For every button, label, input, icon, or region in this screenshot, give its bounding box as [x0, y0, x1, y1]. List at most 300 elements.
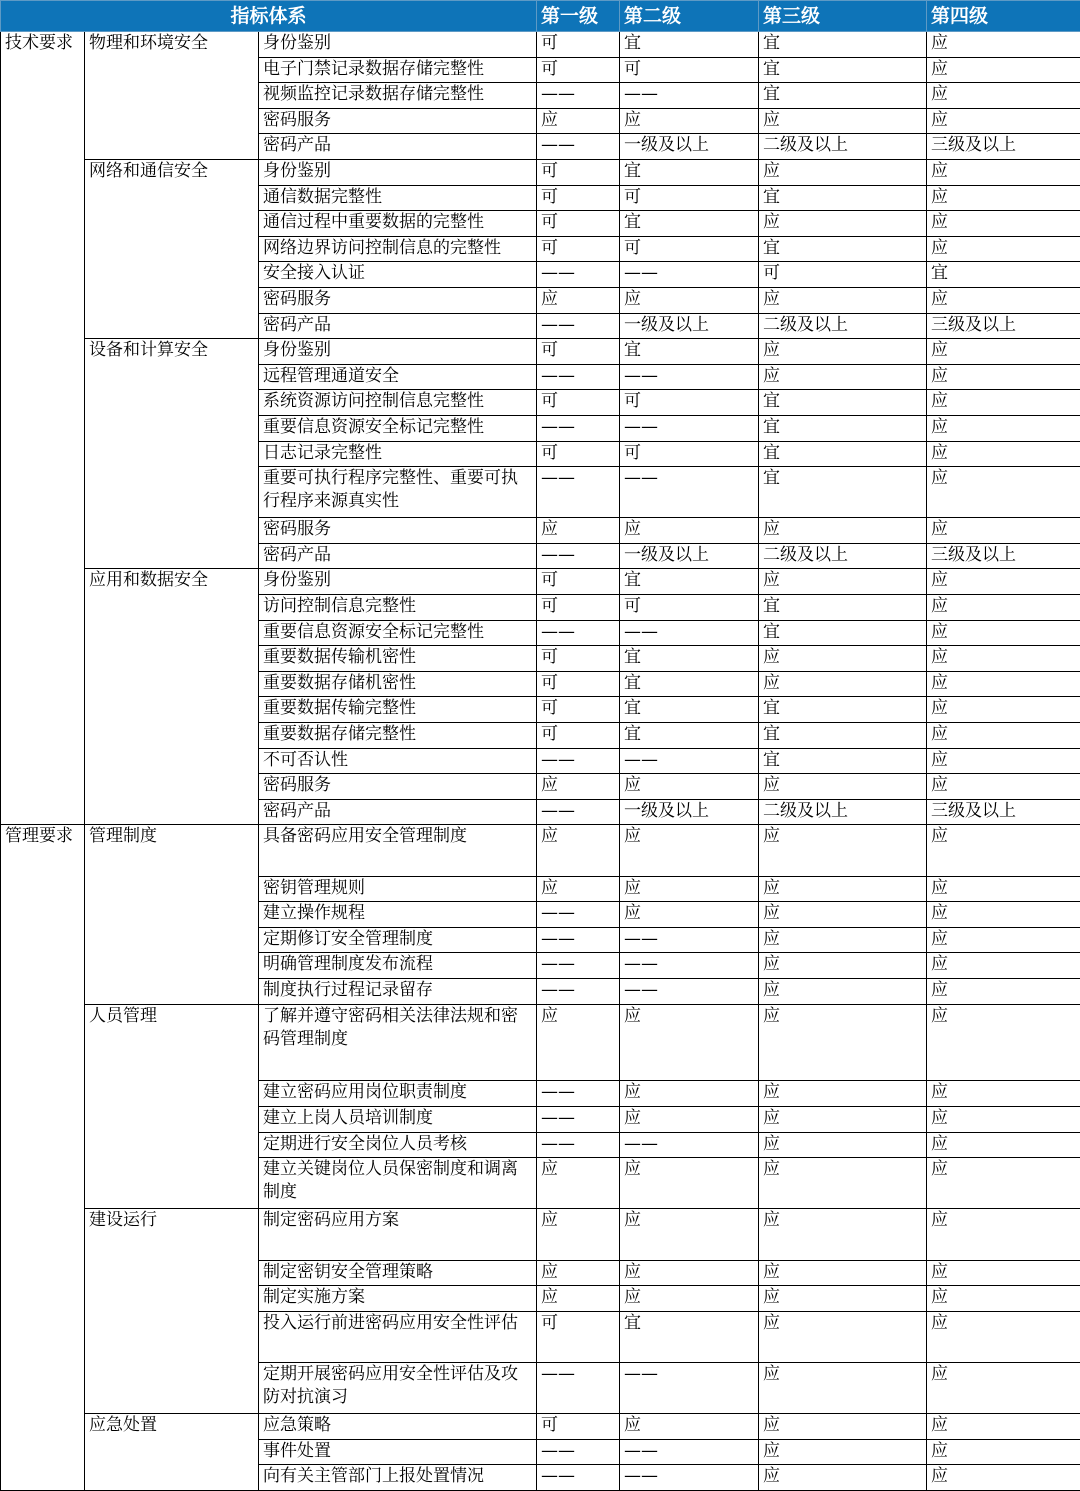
level-4-cell: 应	[927, 1414, 1080, 1440]
item-cell: 密码产品	[259, 799, 537, 825]
level-1-cell: ——	[537, 415, 620, 441]
table-row	[1, 569, 1080, 595]
group-cell	[85, 799, 259, 825]
level-3-cell: 应	[759, 364, 927, 390]
level-3-cell: 应	[759, 287, 927, 313]
table-row	[1, 159, 1080, 185]
level-3-cell: 应	[759, 774, 927, 800]
group-cell	[85, 287, 259, 313]
section-cell	[1, 108, 85, 134]
level-2-cell: 可	[620, 390, 759, 416]
level-4-cell: 应	[927, 518, 1080, 544]
group-cell	[85, 364, 259, 390]
table-row	[1, 441, 1080, 467]
item-cell: 重要数据存储完整性	[259, 723, 537, 749]
group-cell: 设备和计算安全	[85, 339, 259, 365]
section-cell	[1, 671, 85, 697]
header-system: 指标体系	[1, 1, 537, 32]
table-row	[1, 978, 1080, 1004]
level-2-cell: 宜	[620, 646, 759, 672]
section-cell	[1, 876, 85, 902]
item-cell: 定期修订安全管理制度	[259, 927, 537, 953]
section-cell	[1, 339, 85, 365]
level-3-cell: 应	[759, 1158, 927, 1209]
table-row	[1, 697, 1080, 723]
item-cell: 重要数据传输机密性	[259, 646, 537, 672]
level-1-cell: ——	[537, 953, 620, 979]
level-4-cell: 应	[927, 211, 1080, 237]
group-cell	[85, 953, 259, 979]
level-2-cell: 应	[620, 287, 759, 313]
item-cell: 定期开展密码应用安全性评估及攻防对抗演习	[259, 1362, 537, 1413]
group-cell: 物理和环境安全	[85, 32, 259, 58]
table-row	[1, 467, 1080, 518]
level-3-cell: 应	[759, 646, 927, 672]
level-2-cell: ——	[620, 748, 759, 774]
section-cell	[1, 287, 85, 313]
table-row	[1, 83, 1080, 109]
item-cell: 日志记录完整性	[259, 441, 537, 467]
level-2-cell: ——	[620, 620, 759, 646]
level-2-cell: 一级及以上	[620, 134, 759, 160]
section-cell	[1, 518, 85, 544]
level-2-cell: 应	[620, 108, 759, 134]
table-row	[1, 262, 1080, 288]
table-row	[1, 1362, 1080, 1413]
level-3-cell: 应	[759, 902, 927, 928]
table-row	[1, 390, 1080, 416]
level-1-cell: ——	[537, 83, 620, 109]
table-row	[1, 927, 1080, 953]
level-1-cell: 应	[537, 108, 620, 134]
section-cell	[1, 902, 85, 928]
level-4-cell: 应	[927, 978, 1080, 1004]
level-3-cell: 宜	[759, 185, 927, 211]
table-row	[1, 1465, 1080, 1491]
level-3-cell: 二级及以上	[759, 799, 927, 825]
table-row	[1, 543, 1080, 569]
group-cell	[85, 1106, 259, 1132]
table-row	[1, 236, 1080, 262]
section-cell	[1, 978, 85, 1004]
level-4-cell: 应	[927, 159, 1080, 185]
group-cell	[85, 185, 259, 211]
group-cell	[85, 927, 259, 953]
level-4-cell: 应	[927, 902, 1080, 928]
group-cell	[85, 518, 259, 544]
level-3-cell: 应	[759, 1260, 927, 1286]
level-3-cell: 可	[759, 262, 927, 288]
group-cell: 应急处置	[85, 1414, 259, 1440]
level-3-cell: 宜	[759, 595, 927, 621]
level-4-cell: 三级及以上	[927, 543, 1080, 569]
group-cell	[85, 748, 259, 774]
group-cell	[85, 313, 259, 339]
section-cell	[1, 1260, 85, 1286]
item-cell: 密码服务	[259, 518, 537, 544]
table-row	[1, 339, 1080, 365]
section-cell	[1, 262, 85, 288]
level-1-cell: 应	[537, 518, 620, 544]
group-cell	[85, 236, 259, 262]
item-cell: 密码产品	[259, 134, 537, 160]
table-row	[1, 799, 1080, 825]
section-cell	[1, 390, 85, 416]
section-cell	[1, 1081, 85, 1107]
level-4-cell: 应	[927, 620, 1080, 646]
level-4-cell: 应	[927, 1286, 1080, 1312]
section-cell	[1, 646, 85, 672]
section-cell	[1, 1311, 85, 1362]
level-2-cell: 应	[620, 1106, 759, 1132]
level-1-cell: 应	[537, 774, 620, 800]
item-cell: 身份鉴别	[259, 339, 537, 365]
level-2-cell: 宜	[620, 1311, 759, 1362]
section-cell	[1, 1106, 85, 1132]
item-cell: 不可否认性	[259, 748, 537, 774]
level-4-cell: 应	[927, 697, 1080, 723]
item-cell: 制定实施方案	[259, 1286, 537, 1312]
level-3-cell: 二级及以上	[759, 313, 927, 339]
level-4-cell: 应	[927, 671, 1080, 697]
level-2-cell: ——	[620, 927, 759, 953]
level-1-cell: 可	[537, 671, 620, 697]
group-cell	[85, 1081, 259, 1107]
level-1-cell: 应	[537, 1260, 620, 1286]
level-1-cell: ——	[537, 1362, 620, 1413]
group-cell	[85, 108, 259, 134]
section-cell	[1, 159, 85, 185]
group-cell	[85, 1260, 259, 1286]
level-2-cell: 宜	[620, 569, 759, 595]
level-3-cell: 宜	[759, 57, 927, 83]
group-cell	[85, 620, 259, 646]
section-cell	[1, 57, 85, 83]
item-cell: 建立密码应用岗位职责制度	[259, 1081, 537, 1107]
item-cell: 电子门禁记录数据存储完整性	[259, 57, 537, 83]
item-cell: 密码服务	[259, 774, 537, 800]
section-cell	[1, 236, 85, 262]
level-1-cell: ——	[537, 902, 620, 928]
level-1-cell: 应	[537, 287, 620, 313]
section-cell: 技术要求	[1, 32, 85, 58]
level-1-cell: 可	[537, 57, 620, 83]
item-cell: 安全接入认证	[259, 262, 537, 288]
section-cell	[1, 595, 85, 621]
level-1-cell: ——	[537, 1132, 620, 1158]
table-row	[1, 57, 1080, 83]
table-row	[1, 1209, 1080, 1260]
level-2-cell: 应	[620, 518, 759, 544]
table-row	[1, 1158, 1080, 1209]
table-row	[1, 1260, 1080, 1286]
level-2-cell: 可	[620, 57, 759, 83]
level-2-cell: 可	[620, 185, 759, 211]
header-row	[1, 1, 1080, 32]
group-cell	[85, 978, 259, 1004]
level-2-cell: 应	[620, 902, 759, 928]
section-cell: 管理要求	[1, 825, 85, 876]
item-cell: 身份鉴别	[259, 32, 537, 58]
level-4-cell: 三级及以上	[927, 799, 1080, 825]
level-4-cell: 应	[927, 953, 1080, 979]
section-cell	[1, 927, 85, 953]
level-1-cell: ——	[537, 927, 620, 953]
group-cell: 应用和数据安全	[85, 569, 259, 595]
section-cell	[1, 415, 85, 441]
level-4-cell: 应	[927, 595, 1080, 621]
section-cell	[1, 1439, 85, 1465]
table-row	[1, 185, 1080, 211]
level-3-cell: 应	[759, 1081, 927, 1107]
level-3-cell: 二级及以上	[759, 134, 927, 160]
level-1-cell: 可	[537, 32, 620, 58]
level-4-cell: 应	[927, 1081, 1080, 1107]
level-4-cell: 应	[927, 467, 1080, 518]
level-3-cell: 应	[759, 1465, 927, 1491]
section-cell	[1, 211, 85, 237]
level-2-cell: 应	[620, 1414, 759, 1440]
level-2-cell: 应	[620, 1081, 759, 1107]
level-1-cell: ——	[537, 1465, 620, 1491]
level-4-cell: 应	[927, 569, 1080, 595]
level-3-cell: 宜	[759, 748, 927, 774]
group-cell	[85, 723, 259, 749]
item-cell: 重要信息资源安全标记完整性	[259, 620, 537, 646]
level-1-cell: 可	[537, 390, 620, 416]
item-cell: 重要可执行程序完整性、重要可执行程序来源真实性	[259, 467, 537, 518]
header-level-3: 第三级	[759, 1, 927, 32]
item-cell: 系统资源访问控制信息完整性	[259, 390, 537, 416]
group-cell	[85, 467, 259, 518]
level-2-cell: 应	[620, 1158, 759, 1209]
section-cell	[1, 364, 85, 390]
table-row	[1, 620, 1080, 646]
level-3-cell: 宜	[759, 441, 927, 467]
item-cell: 密钥管理规则	[259, 876, 537, 902]
level-3-cell: 应	[759, 339, 927, 365]
group-cell	[85, 876, 259, 902]
table-row	[1, 748, 1080, 774]
level-4-cell: 应	[927, 57, 1080, 83]
level-1-cell: ——	[537, 364, 620, 390]
item-cell: 身份鉴别	[259, 569, 537, 595]
level-2-cell: 应	[620, 1286, 759, 1312]
level-1-cell: ——	[537, 1106, 620, 1132]
table-row	[1, 415, 1080, 441]
group-cell: 管理制度	[85, 825, 259, 876]
section-cell	[1, 441, 85, 467]
level-1-cell: 可	[537, 1311, 620, 1362]
item-cell: 通信数据完整性	[259, 185, 537, 211]
level-3-cell: 应	[759, 1106, 927, 1132]
section-cell	[1, 1286, 85, 1312]
level-1-cell: 应	[537, 825, 620, 876]
level-4-cell: 应	[927, 876, 1080, 902]
section-cell	[1, 1465, 85, 1491]
level-1-cell: ——	[537, 262, 620, 288]
item-cell: 重要数据存储机密性	[259, 671, 537, 697]
level-1-cell: ——	[537, 1081, 620, 1107]
level-2-cell: 宜	[620, 211, 759, 237]
level-1-cell: ——	[537, 1439, 620, 1465]
level-2-cell: ——	[620, 1362, 759, 1413]
section-cell	[1, 1004, 85, 1081]
table-row	[1, 313, 1080, 339]
table-row	[1, 364, 1080, 390]
item-cell: 密码服务	[259, 108, 537, 134]
level-1-cell: 可	[537, 723, 620, 749]
level-2-cell: ——	[620, 262, 759, 288]
level-4-cell: 应	[927, 1106, 1080, 1132]
level-2-cell: 一级及以上	[620, 313, 759, 339]
section-cell	[1, 185, 85, 211]
level-3-cell: 应	[759, 927, 927, 953]
level-2-cell: ——	[620, 364, 759, 390]
item-cell: 制定密码应用方案	[259, 1209, 537, 1260]
group-cell	[85, 774, 259, 800]
level-2-cell: ——	[620, 1439, 759, 1465]
level-2-cell: 宜	[620, 697, 759, 723]
level-4-cell: 应	[927, 774, 1080, 800]
level-1-cell: 可	[537, 185, 620, 211]
group-cell	[85, 134, 259, 160]
group-cell	[85, 1311, 259, 1362]
level-2-cell: ——	[620, 1465, 759, 1491]
level-1-cell: 应	[537, 876, 620, 902]
group-cell	[85, 697, 259, 723]
level-1-cell: 可	[537, 569, 620, 595]
level-2-cell: 应	[620, 1260, 759, 1286]
level-4-cell: 应	[927, 339, 1080, 365]
level-2-cell: 宜	[620, 723, 759, 749]
level-2-cell: 应	[620, 825, 759, 876]
item-cell: 密码产品	[259, 543, 537, 569]
level-3-cell: 应	[759, 1414, 927, 1440]
level-4-cell: 应	[927, 1465, 1080, 1491]
item-cell: 通信过程中重要数据的完整性	[259, 211, 537, 237]
item-cell: 密码产品	[259, 313, 537, 339]
level-4-cell: 应	[927, 441, 1080, 467]
table-row	[1, 108, 1080, 134]
table-row	[1, 134, 1080, 160]
level-4-cell: 宜	[927, 262, 1080, 288]
level-3-cell: 应	[759, 569, 927, 595]
level-1-cell: ——	[537, 799, 620, 825]
group-cell	[85, 543, 259, 569]
level-2-cell: 应	[620, 1209, 759, 1260]
item-cell: 制度执行过程记录留存	[259, 978, 537, 1004]
level-4-cell: 应	[927, 1362, 1080, 1413]
level-4-cell: 应	[927, 185, 1080, 211]
level-1-cell: ——	[537, 978, 620, 1004]
level-3-cell: 宜	[759, 83, 927, 109]
level-4-cell: 应	[927, 1311, 1080, 1362]
section-cell	[1, 83, 85, 109]
group-cell: 人员管理	[85, 1004, 259, 1081]
level-1-cell: 可	[537, 1414, 620, 1440]
level-3-cell: 应	[759, 1132, 927, 1158]
item-cell: 建立操作规程	[259, 902, 537, 928]
level-3-cell: 应	[759, 1311, 927, 1362]
item-cell: 事件处置	[259, 1439, 537, 1465]
item-cell: 明确管理制度发布流程	[259, 953, 537, 979]
level-3-cell: 宜	[759, 236, 927, 262]
item-cell: 密码服务	[259, 287, 537, 313]
group-cell	[85, 1465, 259, 1491]
level-4-cell: 应	[927, 83, 1080, 109]
group-cell	[85, 262, 259, 288]
table-row	[1, 1132, 1080, 1158]
item-cell: 身份鉴别	[259, 159, 537, 185]
level-4-cell: 应	[927, 108, 1080, 134]
group-cell	[85, 441, 259, 467]
table-row	[1, 646, 1080, 672]
level-3-cell: 应	[759, 671, 927, 697]
header-level-4: 第四级	[927, 1, 1080, 32]
level-4-cell: 三级及以上	[927, 313, 1080, 339]
level-4-cell: 三级及以上	[927, 134, 1080, 160]
section-cell	[1, 799, 85, 825]
section-cell	[1, 134, 85, 160]
level-1-cell: ——	[537, 313, 620, 339]
section-cell	[1, 1132, 85, 1158]
table-row	[1, 774, 1080, 800]
table-row	[1, 1414, 1080, 1440]
group-cell	[85, 595, 259, 621]
level-2-cell: ——	[620, 415, 759, 441]
section-cell	[1, 697, 85, 723]
item-cell: 网络边界访问控制信息的完整性	[259, 236, 537, 262]
table-row	[1, 671, 1080, 697]
group-cell	[85, 671, 259, 697]
level-3-cell: 宜	[759, 32, 927, 58]
level-2-cell: ——	[620, 978, 759, 1004]
level-2-cell: 宜	[620, 32, 759, 58]
item-cell: 访问控制信息完整性	[259, 595, 537, 621]
header-level-2: 第二级	[620, 1, 759, 32]
section-cell	[1, 1158, 85, 1209]
level-1-cell: ——	[537, 620, 620, 646]
item-cell: 重要数据传输完整性	[259, 697, 537, 723]
level-4-cell: 应	[927, 236, 1080, 262]
level-1-cell: 可	[537, 339, 620, 365]
level-1-cell: ——	[537, 467, 620, 518]
level-2-cell: 可	[620, 236, 759, 262]
group-cell	[85, 57, 259, 83]
section-cell	[1, 1209, 85, 1260]
level-3-cell: 宜	[759, 620, 927, 646]
item-cell: 重要信息资源安全标记完整性	[259, 415, 537, 441]
level-3-cell: 应	[759, 825, 927, 876]
level-1-cell: 应	[537, 1286, 620, 1312]
level-3-cell: 应	[759, 978, 927, 1004]
table-row	[1, 595, 1080, 621]
group-cell	[85, 390, 259, 416]
table-row	[1, 723, 1080, 749]
level-4-cell: 应	[927, 748, 1080, 774]
level-4-cell: 应	[927, 927, 1080, 953]
level-3-cell: 应	[759, 211, 927, 237]
level-2-cell: ——	[620, 953, 759, 979]
item-cell: 视频监控记录数据存储完整性	[259, 83, 537, 109]
level-3-cell: 应	[759, 1286, 927, 1312]
section-cell	[1, 620, 85, 646]
group-cell	[85, 1286, 259, 1312]
section-cell	[1, 774, 85, 800]
header-level-1: 第一级	[537, 1, 620, 32]
level-3-cell: 应	[759, 159, 927, 185]
